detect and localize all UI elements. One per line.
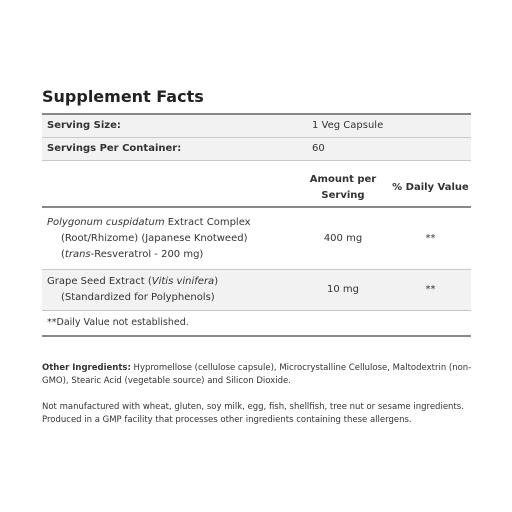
- panel-title: Supplement Facts: [42, 87, 204, 106]
- allergen-line1: Not manufactured with wheat, gluten, soy milk, egg, fish, shellfish, tree nut or sesame ingredients.: [42, 402, 464, 412]
- ingredient-name: Polygonum cuspidatum Extract Complex (Root/Rhizome) (Japanese Knotweed) (trans-Resveratrol - 200 mg): [47, 217, 251, 260]
- ingredient-daily-value: **: [425, 233, 436, 244]
- ingredient-name: Grape Seed Extract (Vitis vinifera) (Standardized for Polyphenols): [47, 276, 219, 303]
- amount-per-serving-header: [300, 172, 386, 204]
- servings-per-container-value: 60: [312, 143, 325, 154]
- ingredient-amount: 400 mg: [323, 233, 363, 244]
- servings-per-container-label: Servings Per Container:: [47, 143, 182, 154]
- serving-size-label: Serving Size:: [47, 120, 121, 131]
- column-header-row: [42, 170, 471, 206]
- servings-per-container-row: [42, 138, 471, 160]
- amount-header-line1: Amount per: [309, 174, 377, 185]
- serving-size-row: [42, 115, 471, 137]
- ingredient-amount: 10 mg: [327, 284, 359, 295]
- allergen-note: [42, 401, 474, 427]
- allergen-line2: Produced in a GMP facility that processes other ingredients containing these allergens.: [42, 415, 412, 425]
- daily-value-header: % Daily Value: [392, 182, 469, 193]
- daily-value-footnote: **Daily Value not established.: [47, 317, 189, 328]
- ingredient-row: [42, 208, 471, 269]
- ingredient-daily-value: **: [425, 284, 436, 295]
- other-ingredients-text: Hypromellose (cellulose capsule), Microcrystalline Cellulose, Maltodextrin (non-GMO), Stearic Acid (vegetable source) and Silicon Dioxide.: [42, 363, 472, 386]
- ingredient-row: [42, 270, 471, 310]
- supplement-facts-panel: [42, 84, 471, 337]
- bottom-rule: [42, 335, 471, 337]
- amount-header-line2: Serving: [321, 190, 365, 201]
- other-ingredients-label: Other Ingredients:: [42, 363, 131, 373]
- other-ingredients: [42, 362, 474, 388]
- serving-size-value: 1 Veg Capsule: [312, 120, 384, 131]
